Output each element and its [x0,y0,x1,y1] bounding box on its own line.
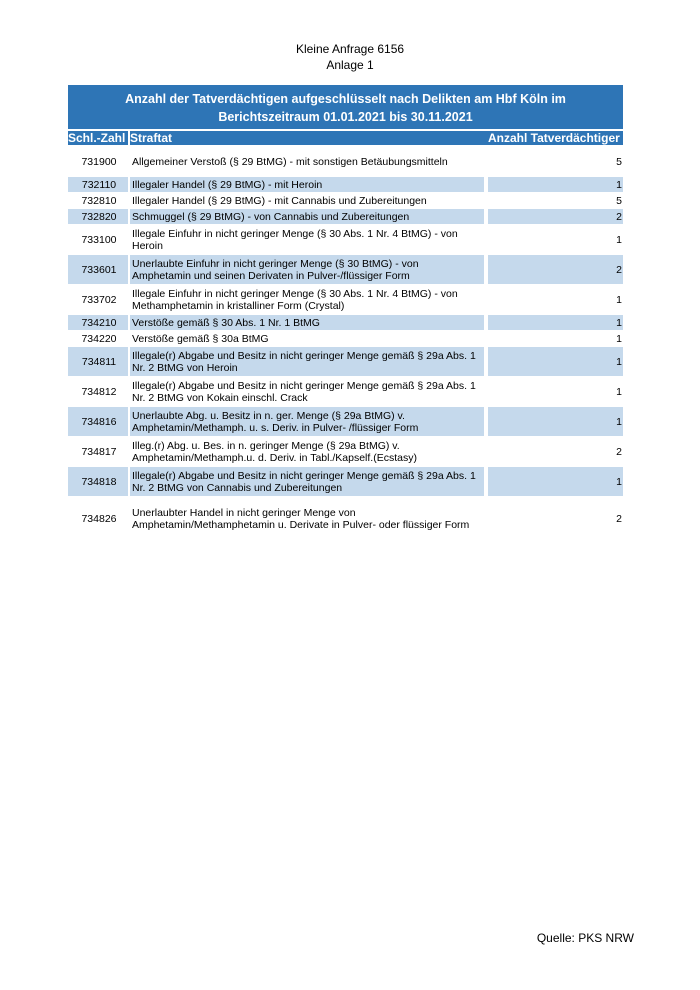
offense-description-line: Illeg.(r) Abg. u. Bes. in n. geringer Menge (§ 29a BtMG) v. [132,439,400,452]
suspect-count: 1 [488,347,623,376]
offense-description-line: Nr. 2 BtMG von Kokain einschl. Crack [132,391,308,404]
offense-description [130,497,484,541]
table-row [68,193,623,208]
table-column-header [68,131,623,145]
offense-description-line: Amphetamin/Methamph. u. s. Deriv. in Pulver- /flüssiger Form [132,421,419,434]
column-header-code: Schl.-Zahl [68,131,128,145]
offense-description [130,315,484,330]
column-header-offense: Straftat [130,131,546,145]
offense-description [130,377,484,406]
offense-description-line: Amphetamin/Methamphetamin u. Derivate in Pulver- oder flüssiger Form [132,519,470,531]
suspect-count: 2 [616,445,622,458]
suspect-count: 1 [616,385,622,398]
table-row [68,467,623,496]
table-row [68,347,623,376]
table-row [68,255,623,284]
offense-description [130,437,484,466]
offense-description-line: Illegale(r) Abgabe und Besitz in nicht geringer Menge gemäß § 29a Abs. 1 [132,349,476,362]
suspect-count: 2 [616,513,622,525]
offense-code: 733702 [81,293,117,306]
source-note: Quelle: PKS NRW [536,931,634,945]
table-title [68,85,623,129]
offense-description-line: Amphetamin und seinen Derivaten in Pulver-/flüssiger Form [132,269,410,282]
offense-description-line: Heroin [132,239,163,252]
suspect-count: 1 [616,293,622,306]
offense-description-line: Illegale Einfuhr in nicht geringer Menge (§ 30 Abs. 1 Nr. 4 BtMG) - von [132,287,458,300]
offense-description [130,285,484,314]
offense-code: 734812 [81,385,117,398]
offense-code: 734220 [81,332,117,345]
suspect-count: 1 [616,332,622,345]
offense-code: 732810 [81,194,117,207]
offense-description-line: Verstöße gemäß § 30 Abs. 1 Nr. 1 BtMG [132,316,320,329]
offense-description-line: Illegale(r) Abgabe und Besitz in nicht geringer Menge gemäß § 29a Abs. 1 [132,379,476,392]
suspect-count: 1 [488,315,623,330]
offense-code: 732110 [68,177,128,192]
offense-description-line: Verstöße gemäß § 30a BtMG [132,332,269,345]
offense-description [130,209,484,224]
offense-table-body [68,147,623,541]
offense-description-line: Nr. 2 BtMG von Heroin [132,361,238,374]
document-header [0,41,700,73]
suspect-count: 5 [616,194,622,207]
suspect-count: 2 [488,255,623,284]
offense-description [130,347,484,376]
offense-description-line: Illegale(r) Abgabe und Besitz in nicht geringer Menge gemäß § 29a Abs. 1 [132,469,476,482]
offense-description-line: Unerlaubter Handel in nicht geringer Menge von [132,507,356,519]
offense-description-line: Illegaler Handel (§ 29 BtMG) - mit Cannabis und Zubereitungen [132,194,427,207]
table-row [68,407,623,436]
offense-description [130,467,484,496]
offense-description-line: Illegaler Handel (§ 29 BtMG) - mit Heroin [132,178,323,191]
table-row [68,315,623,330]
offense-description-line: Methamphetamin in kristalliner Form (Crystal) [132,299,345,312]
table-row [68,147,623,176]
table-row [68,497,623,541]
table-row [68,209,623,224]
table-title-line-2: Berichtszeitraum 01.01.2021 bis 30.11.2021 [218,110,473,124]
offense-code: 734817 [81,445,117,458]
offense-code: 733100 [81,233,117,246]
offense-description [130,255,484,284]
table-title-line-1: Anzahl der Tatverdächtigen aufgeschlüsselt nach Delikten am Hbf Köln im [125,92,566,106]
offense-code: 734210 [68,315,128,330]
offense-description [130,225,484,254]
suspect-count: 1 [616,233,622,246]
table-row [68,331,623,346]
offense-code: 732820 [68,209,128,224]
offense-description-line: Unerlaubte Einfuhr in nicht geringer Menge (§ 30 BtMG) - von [132,257,419,270]
offense-description-line: Allgemeiner Verstoß (§ 29 BtMG) - mit sonstigen Betäubungsmitteln [132,155,448,168]
attachment-label: Anlage 1 [326,58,374,72]
offense-description [130,147,484,176]
table-row [68,225,623,254]
offense-code: 734826 [81,513,117,525]
table-row [68,437,623,466]
offense-code: 734811 [68,347,128,376]
offense-code: 733601 [68,255,128,284]
offense-code: 734818 [68,467,128,496]
suspect-count: 1 [488,177,623,192]
offense-code: 734816 [68,407,128,436]
offense-description-line: Illegale Einfuhr in nicht geringer Menge (§ 30 Abs. 1 Nr. 4 BtMG) - von [132,227,458,240]
inquiry-title: Kleine Anfrage 6156 [295,42,405,56]
offense-description [130,331,484,346]
table-row [68,177,623,192]
offense-description-line: Unerlaubte Abg. u. Besitz in n. ger. Menge (§ 29a BtMG) v. [132,409,405,422]
offense-description [130,407,484,436]
offense-description-line: Amphetamin/Methamph.u. d. Deriv. in Tabl./Kapself.(Ecstasy) [132,451,417,464]
offense-description-line: Schmuggel (§ 29 BtMG) - von Cannabis und Zubereitungen [132,210,410,223]
offense-description-line: Nr. 2 BtMG von Cannabis und Zubereitungen [132,481,343,494]
column-header-count: Anzahl Tatverdächtiger [488,131,623,145]
suspect-count: 1 [488,407,623,436]
offense-description [130,193,484,208]
table-row [68,285,623,314]
table-row [68,377,623,406]
offense-code: 731900 [81,155,117,168]
offense-description [130,177,484,192]
suspect-count: 2 [488,209,623,224]
suspect-count: 1 [488,467,623,496]
suspect-count: 5 [616,155,622,168]
